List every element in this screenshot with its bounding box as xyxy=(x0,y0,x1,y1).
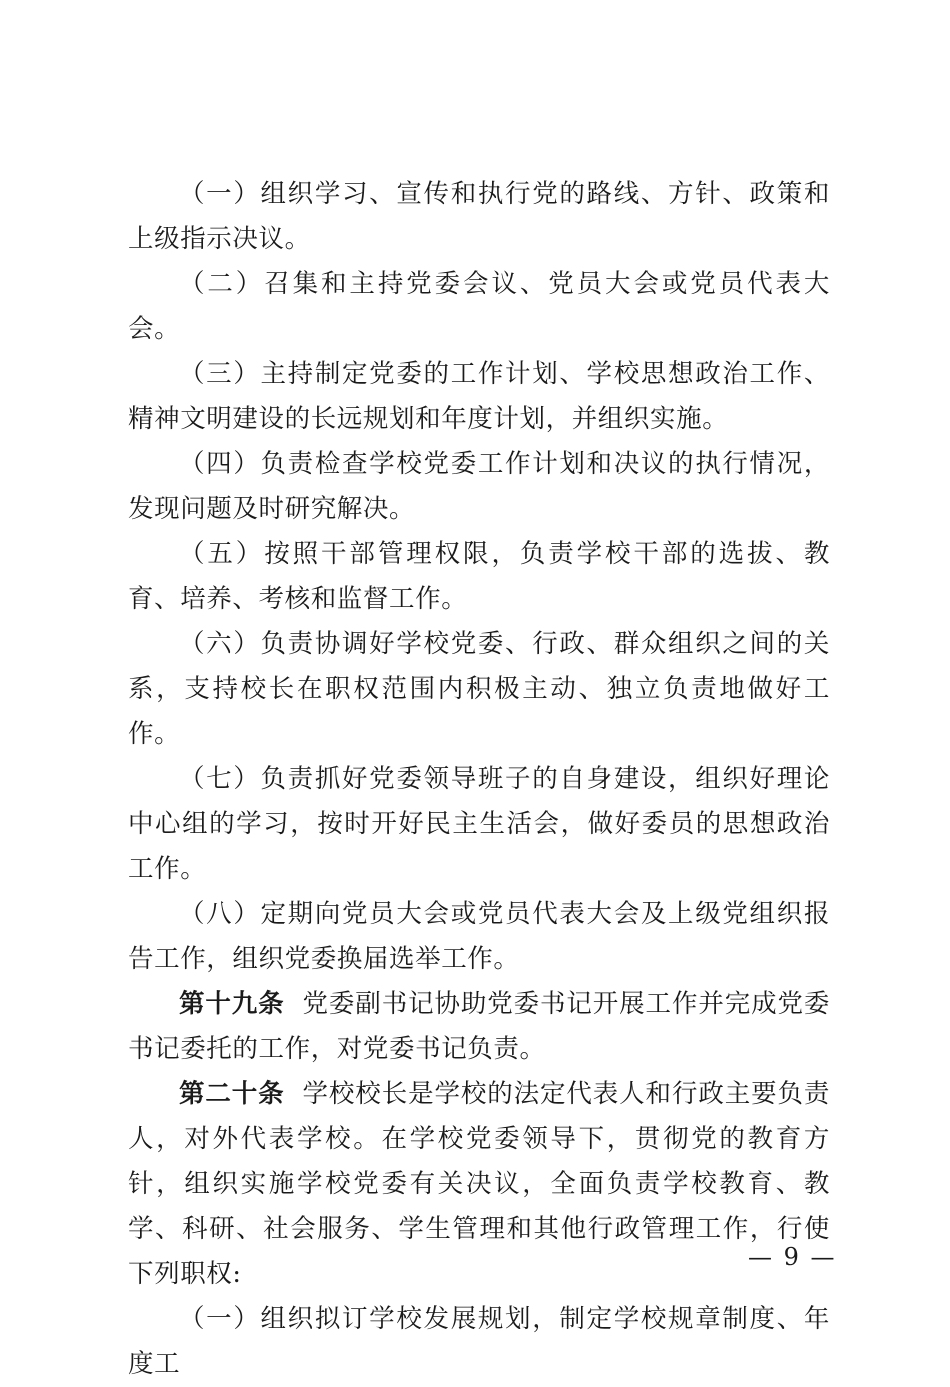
paragraph-3 xyxy=(128,352,830,442)
page-number: — 9 — xyxy=(748,1243,837,1271)
article-19 xyxy=(128,982,830,1072)
article-19-text: 党委副书记协助党委书记开展工作并完成党委书记委托的工作，对党委书记负责。 xyxy=(128,989,830,1064)
paragraph-4-text: （四）负责检查学校党委工作计划和决议的执行情况，发现问题及时研究解决。 xyxy=(128,449,830,524)
paragraph-5-text: （五）按照干部管理权限，负责学校干部的选拔、教育、培养、考核和监督工作。 xyxy=(128,539,830,614)
article-20-text: 学校校长是学校的法定代表人和行政主要负责人，对外代表学校。在学校党委领导下，贯彻党的教育方针，组织实施学校党委有关决议，全面负责学校教育、教学、科研、社会服务、学生管理和其他行政管理工作，行使下列职权: xyxy=(128,1079,830,1289)
paragraph-7 xyxy=(128,757,830,892)
paragraph-8-text: （八）定期向党员大会或党员代表大会及上级党组织报告工作，组织党委换届选举工作。 xyxy=(128,899,830,974)
body-text xyxy=(128,172,830,1387)
paragraph-3-text: （三）主持制定党委的工作计划、学校思想政治工作、精神文明建设的长远规划和年度计划，并组织实施。 xyxy=(128,359,830,434)
paragraph-7-text: （七）负责抓好党委领导班子的自身建设，组织好理论中心组的学习，按时开好民主生活会，做好委员的思想政治工作。 xyxy=(128,764,830,884)
paragraph-1 xyxy=(128,172,830,262)
article-20 xyxy=(128,1072,830,1297)
paragraph-6 xyxy=(128,622,830,757)
article-20-heading: 第二十条 xyxy=(179,1079,285,1109)
paragraph-2-text: （二）召集和主持党委会议、党员大会或党员代表大会。 xyxy=(128,269,830,344)
paragraph-11 xyxy=(128,1297,830,1387)
paragraph-11-text: （一）组织拟订学校发展规划，制定学校规章制度、年度工 xyxy=(128,1304,830,1379)
paragraph-8 xyxy=(128,892,830,982)
paragraph-5 xyxy=(128,532,830,622)
paragraph-2 xyxy=(128,262,830,352)
paragraph-6-text: （六）负责协调好学校党委、行政、群众组织之间的关系，支持校长在职权范围内积极主动、独立负责地做好工作。 xyxy=(128,629,830,749)
paragraph-4 xyxy=(128,442,830,532)
paragraph-1-text: （一）组织学习、宣传和执行党的路线、方针、政策和上级指示决议。 xyxy=(128,179,830,254)
article-19-heading: 第十九条 xyxy=(179,989,285,1019)
